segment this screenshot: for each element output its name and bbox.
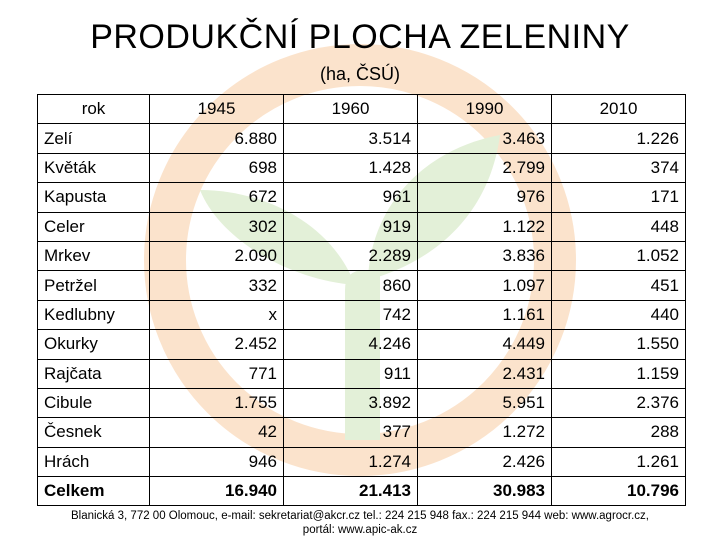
value-cell: 10.796 (552, 477, 686, 506)
total-row (38, 477, 686, 506)
value-cell: 3.463 (418, 124, 552, 153)
value-cell: 332 (150, 271, 284, 300)
value-cell: 374 (552, 153, 686, 182)
table-row (38, 300, 686, 329)
value-cell: 1.272 (418, 418, 552, 447)
row-label: Česnek (38, 418, 150, 447)
header-row (38, 95, 686, 124)
page-title: PRODUKČNÍ PLOCHA ZELENINY (90, 18, 630, 56)
row-label: Okurky (38, 330, 150, 359)
value-cell: x (150, 300, 284, 329)
value-cell: 976 (418, 183, 552, 212)
value-cell: 1.261 (552, 447, 686, 476)
header-cell: 1990 (418, 95, 552, 124)
table-row (38, 359, 686, 388)
table-row (38, 212, 686, 241)
value-cell: 946 (150, 447, 284, 476)
row-label: Kedlubny (38, 300, 150, 329)
value-cell: 288 (552, 418, 686, 447)
value-cell: 2.376 (552, 388, 686, 417)
row-label: Celkem (38, 477, 150, 506)
table-row (38, 124, 686, 153)
vegetable-area-table (37, 94, 686, 506)
value-cell: 771 (150, 359, 284, 388)
value-cell: 302 (150, 212, 284, 241)
table-row (38, 241, 686, 270)
row-label: Celer (38, 212, 150, 241)
value-cell: 2.426 (418, 447, 552, 476)
footer-line: portál: www.apic-ak.cz (302, 524, 418, 536)
table-row (38, 388, 686, 417)
row-label: Zelí (38, 124, 150, 153)
row-label: Petržel (38, 271, 150, 300)
value-cell: 1.122 (418, 212, 552, 241)
footer-line: Blanická 3, 772 00 Olomouc, e-mail: sekretariat@akcr.cz tel.: 224 215 948 fax.: 224 215 944 web: www.agrocr.cz, (70, 510, 650, 522)
row-label: Rajčata (38, 359, 150, 388)
value-cell: 919 (284, 212, 418, 241)
value-cell: 2.431 (418, 359, 552, 388)
value-cell: 961 (284, 183, 418, 212)
value-cell: 742 (284, 300, 418, 329)
row-label: Mrkev (38, 241, 150, 270)
value-cell: 451 (552, 271, 686, 300)
value-cell: 1.274 (284, 447, 418, 476)
header-cell: 1960 (284, 95, 418, 124)
row-label: Květák (38, 153, 150, 182)
value-cell: 2.289 (284, 241, 418, 270)
value-cell: 1.161 (418, 300, 552, 329)
value-cell: 698 (150, 153, 284, 182)
value-cell: 448 (552, 212, 686, 241)
table-row (38, 153, 686, 182)
value-cell: 1.755 (150, 388, 284, 417)
value-cell: 1.159 (552, 359, 686, 388)
row-label: Kapusta (38, 183, 150, 212)
value-cell: 5.951 (418, 388, 552, 417)
value-cell: 21.413 (284, 477, 418, 506)
header-cell: rok (38, 95, 150, 124)
value-cell: 1.428 (284, 153, 418, 182)
value-cell: 3.514 (284, 124, 418, 153)
page-subtitle: (ha, ČSÚ) (319, 64, 400, 84)
value-cell: 2.090 (150, 241, 284, 270)
value-cell: 16.940 (150, 477, 284, 506)
value-cell: 1.097 (418, 271, 552, 300)
row-label: Hrách (38, 447, 150, 476)
value-cell: 911 (284, 359, 418, 388)
table-row (38, 271, 686, 300)
value-cell: 42 (150, 418, 284, 447)
table-row (38, 183, 686, 212)
value-cell: 1.052 (552, 241, 686, 270)
value-cell: 3.892 (284, 388, 418, 417)
table-row (38, 447, 686, 476)
value-cell: 6.880 (150, 124, 284, 153)
value-cell: 2.799 (418, 153, 552, 182)
value-cell: 3.836 (418, 241, 552, 270)
table-row (38, 330, 686, 359)
header-cell: 1945 (150, 95, 284, 124)
value-cell: 1.550 (552, 330, 686, 359)
value-cell: 860 (284, 271, 418, 300)
value-cell: 672 (150, 183, 284, 212)
row-label: Cibule (38, 388, 150, 417)
value-cell: 171 (552, 183, 686, 212)
value-cell: 1.226 (552, 124, 686, 153)
table-row (38, 418, 686, 447)
value-cell: 377 (284, 418, 418, 447)
value-cell: 4.449 (418, 330, 552, 359)
value-cell: 440 (552, 300, 686, 329)
value-cell: 2.452 (150, 330, 284, 359)
footer-contact (0, 509, 720, 537)
value-cell: 30.983 (418, 477, 552, 506)
header-cell: 2010 (552, 95, 686, 124)
value-cell: 4.246 (284, 330, 418, 359)
